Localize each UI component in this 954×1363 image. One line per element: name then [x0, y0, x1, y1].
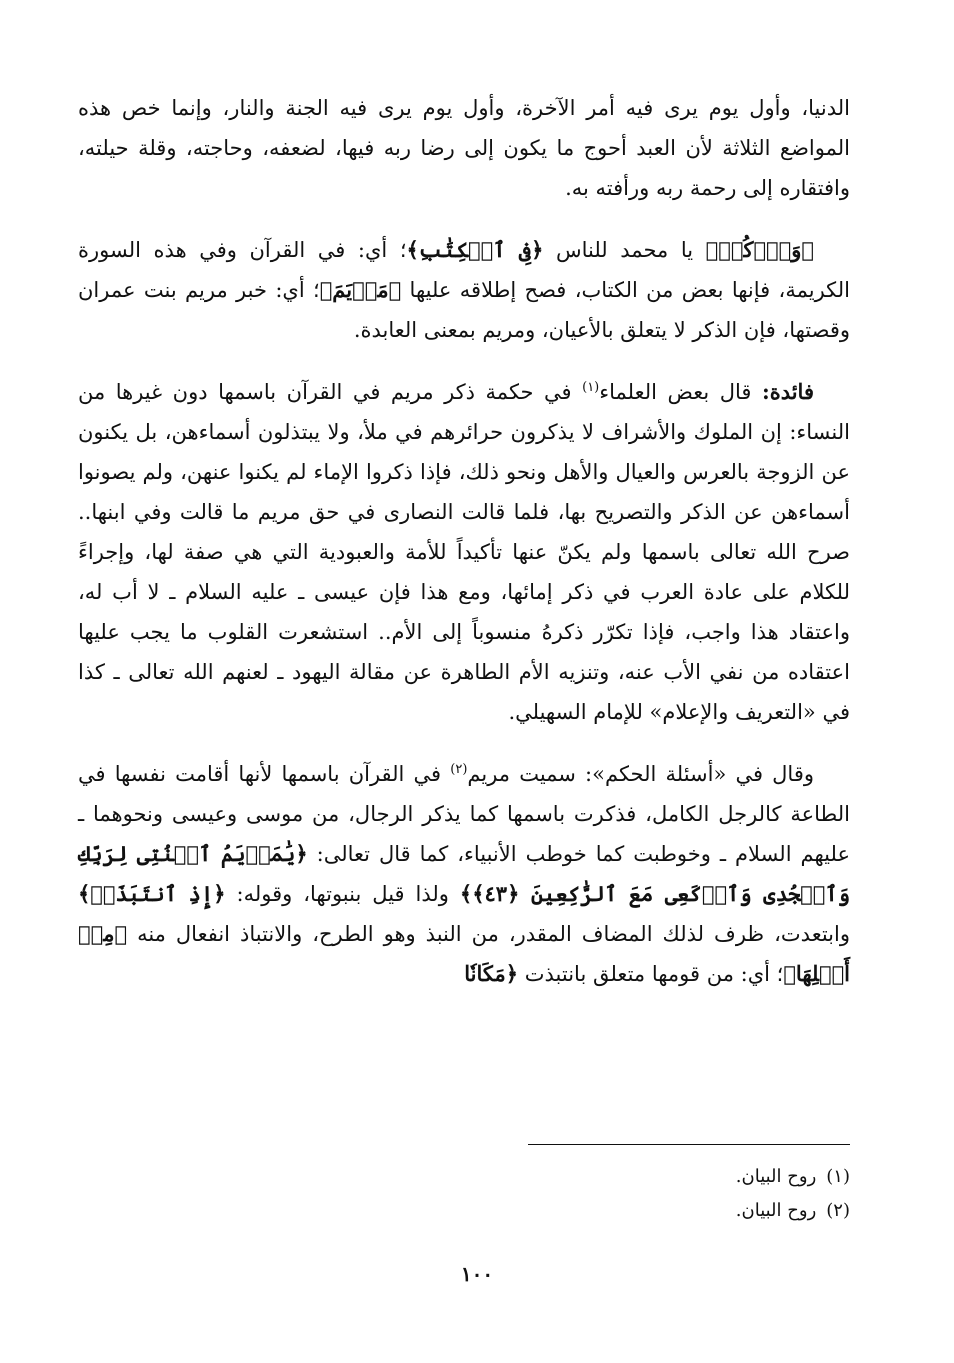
paragraph-2-text-2: ؛ أي: في القرآن وفي هذه السورة الكريمة، فإنها بعض من الكتاب، فصح إطلاقه عليها	[78, 238, 850, 302]
paragraph-4-text-3: ولذا قيل بنبوتها، وقوله:	[225, 882, 460, 906]
footnote-2-text: روح البيان.	[735, 1200, 817, 1221]
footnote-ref-1: (١)	[582, 380, 600, 395]
paragraph-1	[78, 88, 850, 208]
paragraph-2-text-1: يا محمد للناس	[543, 238, 706, 262]
paragraph-4-text-5: ؛ أي: من قومها متعلق بانتبذت	[518, 962, 784, 986]
quran-quote: ﴿مِنۡ أَهۡلِهَا﴾	[78, 921, 850, 986]
quran-quote: ﴿وَٱذۡكُرۡ﴾	[705, 237, 815, 262]
footnote-2	[736, 1194, 850, 1228]
page-number: ١٠٠	[460, 1262, 494, 1286]
page-body	[78, 88, 850, 1016]
footnote-1	[736, 1160, 850, 1194]
benefit-heading: فائدة:	[761, 379, 814, 404]
footnote-ref-2: (٢)	[450, 762, 468, 777]
paragraph-1-text: الدنيا، وأول يوم يرى فيه أمر الآخرة، وأول يوم يرى فيه الجنة والنار، وإنما خص هذه المواضع الثلاثة لأن العبد أحوج ما يكون إلى رضا ربه فيها، لضعفه، وحاجته، وقلة حيلته، وافتقاره إلى رحمة ربه ورأفته به.	[78, 96, 850, 200]
paragraph-4-text-4: وابتعدت، ظرف لذلك المضاف المقدر، من النبذ وهو الطرح، والانتباذ انفعال منه	[127, 922, 850, 946]
paragraph-3-text-1: قال بعض العلماء	[599, 380, 762, 404]
quran-quote: ﴿مَكَانٗا	[464, 961, 519, 986]
quran-quote: ﴿فِى ٱلۡكِتَٰبِ﴾	[406, 237, 544, 262]
footnotes	[736, 1160, 850, 1228]
paragraph-2	[78, 230, 850, 350]
paragraph-3	[78, 372, 850, 732]
paragraph-4	[78, 754, 850, 994]
paragraph-4-text-1: وقال في «أسئلة الحكم»: سميت مريم	[467, 762, 815, 786]
quran-quote: ﴿يَٰمَرۡيَمُ ٱقۡنُتِى لِرَبِّكِ وَٱسۡجُدِى وَٱرۡكَعِى مَعَ ٱلرَّٰكِعِينَ ﴿٤٣﴾﴾	[78, 841, 850, 906]
footnote-2-number: (٢)	[826, 1200, 850, 1221]
footnote-divider	[528, 1144, 850, 1145]
footnote-1-number: (١)	[826, 1166, 850, 1187]
paragraph-3-text-2: في حكمة ذكر مريم في القرآن باسمها دون غيرها من النساء: إن الملوك والأشراف لا يذكرون حرائرهم في ملأ، ولا يبتذلون أسماءهن، بل يكنون عن الزوجة بالعرس والعيال والأهل ونحو ذلك، فإذا ذكروا الإماء لم يكنوا عنهن، ولم يصونوا أسماءهن عن الذكر والتصريح بها، فلما قالت النصارى في حق مريم ما قالت وفي ابنها.. صرح الله تعالى باسمها ولم يكنّ عنها تأكيداً للأمة والعبودية التي هي صفة لها، وإجراءً للكلام على عادة العرب في ذكر إمائها، ومع هذا فإن عيسى ـ عليه السلام ـ لا أب له، واعتقاد هذا واجب، فإذا تكرّر ذكرهُ منسوباً إلى الأم.. استشعرت القلوب ما يجب عليها اعتقاده من نفي الأب عنه، وتنزيه الأم الطاهرة عن مقالة اليهود ـ لعنهم الله تعالى ـ كذا في «التعريف والإعلام» للإمام السهيلي.	[78, 380, 850, 724]
quran-quote: ﴿إِذِ ٱنتَبَذَتۡ﴾	[78, 881, 226, 906]
quran-quote: ﴿مَرۡيَمَ﴾	[319, 277, 402, 302]
paragraph-2-text-3: ؛ أي: خبر مريم بنت عمران وقصتها، فإن الذكر لا يتعلق بالأعيان، ومريم بمعنى العابدة.	[78, 278, 850, 342]
footnote-1-text: روح البيان.	[735, 1166, 817, 1187]
paragraph-4-text-2: في القرآن باسمها لأنها أقامت نفسها في الطاعة كالرجل الكامل، فذكرت باسمها كما يذكر الرجال، من موسى وعيسى ونحوهما ـ عليهم السلام ـ وخوطبت كما خوطب الأنبياء، كما قال تعالى:	[78, 762, 851, 866]
